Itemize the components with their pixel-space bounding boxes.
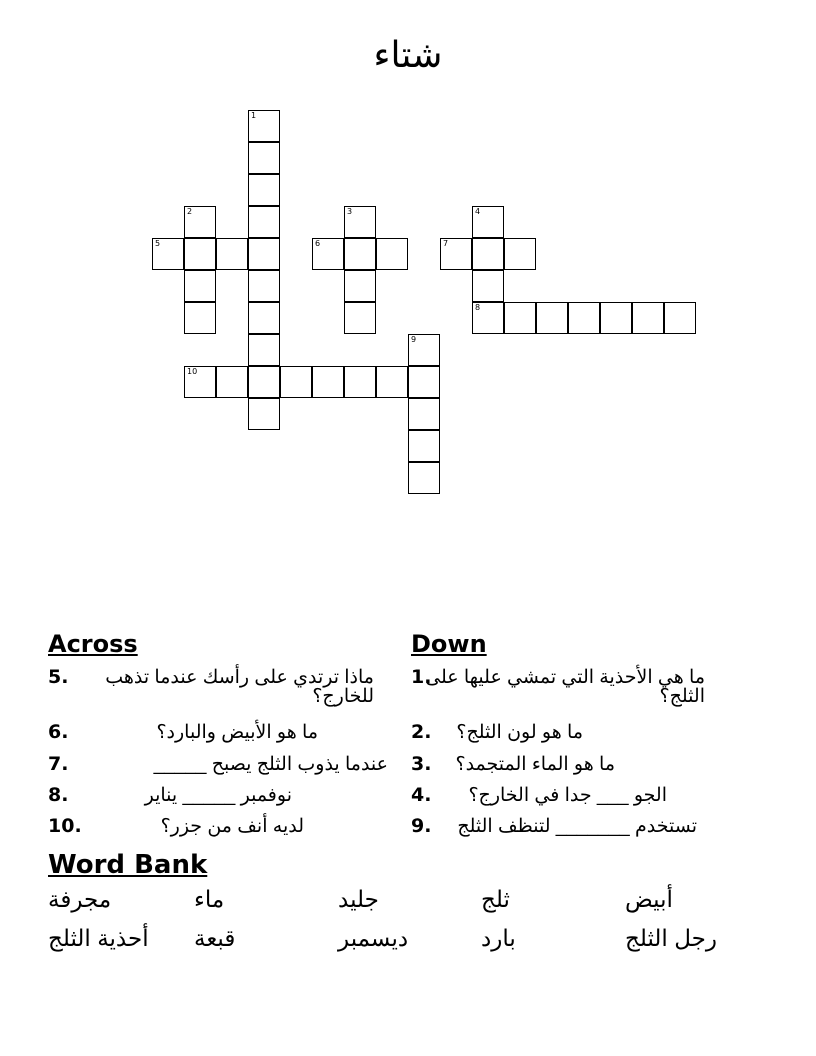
word-bank-word (481, 888, 601, 911)
word-text: أبيض (625, 886, 673, 912)
across-clue-8 (48, 786, 388, 808)
grid-cell[interactable] (408, 398, 440, 430)
clue-number: 6. (48, 721, 69, 743)
grid-cell[interactable] (248, 366, 280, 398)
clue-text: ما هو الماء المتجمد؟ (455, 754, 615, 775)
word-text: أحذية الثلج (48, 925, 149, 951)
word-bank-word (625, 888, 745, 911)
clue-number: 10. (48, 815, 82, 837)
grid-cell[interactable] (632, 302, 664, 334)
grid-cell[interactable] (248, 238, 280, 270)
cell-number: 9 (411, 335, 417, 344)
grid-cell[interactable] (376, 366, 408, 398)
clue-number: 8. (48, 784, 69, 806)
word-bank-heading: Word Bank (48, 850, 208, 880)
clue-text: ما هي الأحذية التي تمشي عليها على الثلج؟ (425, 667, 705, 707)
grid-cell[interactable] (312, 366, 344, 398)
grid-cell[interactable] (248, 302, 280, 334)
grid-cell[interactable] (472, 206, 504, 238)
cell-number: 1 (251, 111, 257, 120)
grid-cell[interactable] (152, 238, 184, 270)
word-bank-word (625, 927, 745, 950)
cell-number: 6 (315, 239, 321, 248)
word-text: رجل الثلج (625, 925, 717, 951)
clue-text: لديه أنف من جزر؟ (160, 816, 304, 837)
grid-cell[interactable] (248, 398, 280, 430)
across-clue-7 (48, 755, 388, 777)
clue-number: 7. (48, 753, 69, 775)
grid-cell[interactable] (504, 238, 536, 270)
clue-text: ما هو الأبيض والبارد؟ (156, 722, 318, 743)
grid-cell[interactable] (600, 302, 632, 334)
clue-number: 3. (411, 753, 432, 775)
word-bank-word (194, 927, 314, 950)
page-title: شتاء (373, 35, 443, 76)
grid-cell[interactable] (408, 462, 440, 494)
grid-cell[interactable] (184, 270, 216, 302)
clue-text: ما هو لون الثلج؟ (456, 722, 583, 743)
cell-number: 3 (347, 207, 353, 216)
grid-cell[interactable] (216, 366, 248, 398)
clue-number: 1. (411, 666, 432, 688)
grid-cell[interactable] (184, 238, 216, 270)
word-text: ثلج (481, 886, 510, 912)
word-text: جليد (338, 886, 379, 912)
clue-text: ماذا ترتدي على رأسك عندما تذهب للخارج؟ (105, 667, 374, 707)
across-heading: Across (48, 630, 138, 658)
down-clue-9 (411, 817, 731, 839)
word-text: بارد (481, 925, 516, 951)
clue-number: 2. (411, 721, 432, 743)
grid-cell[interactable] (248, 270, 280, 302)
grid-cell[interactable] (248, 142, 280, 174)
cell-number: 5 (155, 239, 161, 248)
clue-text: عندما يذوب الثلج يصبح _____ (153, 754, 388, 775)
grid-cell[interactable] (248, 174, 280, 206)
across-clue-6 (48, 723, 388, 745)
word-bank-word (194, 888, 314, 911)
cell-number: 7 (443, 239, 449, 248)
clue-text: نوفمبر _____ يناير (144, 785, 292, 806)
grid-cell[interactable] (184, 366, 216, 398)
clue-number: 5. (48, 666, 69, 688)
grid-cell[interactable] (536, 302, 568, 334)
grid-cell[interactable] (472, 270, 504, 302)
cell-number: 10 (187, 367, 198, 376)
grid-cell[interactable] (440, 238, 472, 270)
grid-cell[interactable] (312, 238, 344, 270)
grid-cell[interactable] (344, 238, 376, 270)
grid-cell[interactable] (344, 302, 376, 334)
grid-cell[interactable] (216, 238, 248, 270)
cell-number: 8 (475, 303, 481, 312)
grid-cell[interactable] (248, 206, 280, 238)
clue-text: الجو ___ جدا في الخارج؟ (468, 785, 667, 806)
word-text: قبعة (194, 925, 236, 951)
down-heading: Down (411, 630, 487, 658)
grid-cell[interactable] (344, 270, 376, 302)
grid-cell[interactable] (408, 334, 440, 366)
cell-number: 2 (187, 207, 193, 216)
grid-cell[interactable] (280, 366, 312, 398)
down-clue-3 (411, 755, 731, 777)
clue-number: 9. (411, 815, 432, 837)
down-clue-4 (411, 786, 731, 808)
word-text: مجرفة (48, 886, 112, 912)
grid-cell[interactable] (504, 302, 536, 334)
cell-number: 4 (475, 207, 481, 216)
grid-cell[interactable] (184, 302, 216, 334)
word-bank-word (48, 888, 168, 911)
grid-cell[interactable] (376, 238, 408, 270)
grid-cell[interactable] (472, 302, 504, 334)
clue-text: تستخدم _______ لتنظف الثلج (457, 816, 697, 837)
grid-cell[interactable] (408, 366, 440, 398)
word-text: ديسمبر (338, 925, 409, 951)
grid-cell[interactable] (248, 334, 280, 366)
down-clue-2 (411, 723, 731, 745)
grid-cell[interactable] (184, 206, 216, 238)
word-bank-word (338, 888, 458, 911)
grid-cell[interactable] (248, 110, 280, 142)
word-text: ماء (194, 886, 225, 912)
grid-cell[interactable] (568, 302, 600, 334)
down-clue-1 (411, 668, 731, 708)
clue-number: 4. (411, 784, 432, 806)
across-clue-5 (48, 668, 388, 708)
grid-cell[interactable] (664, 302, 696, 334)
word-bank-word (48, 927, 188, 950)
word-bank-word (481, 927, 601, 950)
grid-cell[interactable] (344, 366, 376, 398)
word-bank-word (338, 927, 458, 950)
across-clue-10 (48, 817, 388, 839)
grid-cell[interactable] (472, 238, 504, 270)
grid-cell[interactable] (344, 206, 376, 238)
grid-cell[interactable] (408, 430, 440, 462)
